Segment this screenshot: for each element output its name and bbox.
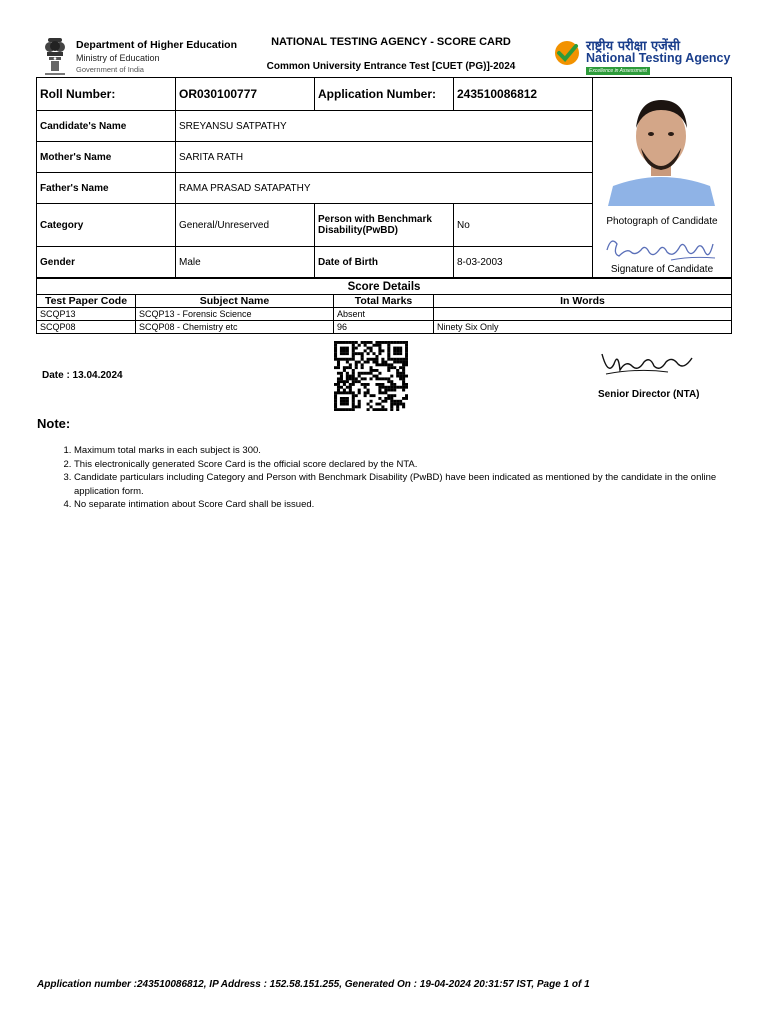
government-name: Government of India bbox=[76, 65, 144, 74]
roll-number-label: Roll Number: bbox=[37, 78, 176, 111]
ministry-name: Ministry of Education bbox=[76, 53, 160, 63]
candidate-signature bbox=[601, 230, 721, 266]
header-test-paper-code: Test Paper Code bbox=[37, 295, 136, 308]
candidate-details-table bbox=[36, 77, 732, 278]
score-row bbox=[37, 308, 732, 321]
department-name: Department of Higher Education bbox=[76, 39, 238, 51]
score-details-table bbox=[36, 278, 732, 334]
candidate-name-value: SREYANSU SATPATHY bbox=[176, 111, 593, 142]
agency-tagline: Excellence in Assessment bbox=[586, 67, 650, 75]
nta-logo-icon bbox=[554, 40, 580, 66]
note-item: 4. No separate intimation about Score Card shall be issued. bbox=[74, 498, 754, 512]
subject-name: SCQP13 - Forensic Science bbox=[136, 308, 334, 321]
page-subtitle: Common University Entrance Test [CUET (PG)]-2024 bbox=[266, 61, 516, 72]
director-signature bbox=[598, 346, 698, 380]
application-number-label: Application Number: bbox=[315, 78, 454, 111]
header-total-marks: Total Marks bbox=[334, 295, 434, 308]
paper-code: SCQP08 bbox=[37, 321, 136, 334]
application-number-value: 243510086812 bbox=[454, 78, 593, 111]
note-list bbox=[56, 444, 754, 512]
photo-signature-cell bbox=[593, 78, 732, 278]
dob-label: Date of Birth bbox=[315, 247, 454, 278]
marks-in-words: Ninety Six Only bbox=[434, 321, 732, 334]
mother-name-label: Mother's Name bbox=[37, 142, 176, 173]
director-title: Senior Director (NTA) bbox=[598, 389, 700, 400]
agency-hindi-name: राष्ट्रीय परीक्षा एजेंसी bbox=[586, 39, 680, 54]
dob-value: 8-03-2003 bbox=[454, 247, 593, 278]
candidate-name-label: Candidate's Name bbox=[37, 111, 176, 142]
gender-value: Male bbox=[176, 247, 315, 278]
total-marks: Absent bbox=[334, 308, 434, 321]
score-details-title: Score Details bbox=[37, 279, 732, 295]
photo-caption: Photograph of Candidate bbox=[606, 216, 718, 227]
note-heading: Note: bbox=[37, 416, 71, 431]
header-subject-name: Subject Name bbox=[136, 295, 334, 308]
mother-name-value: SARITA RATH bbox=[176, 142, 593, 173]
header-in-words: In Words bbox=[434, 295, 732, 308]
father-name-value: RAMA PRASAD SATAPATHY bbox=[176, 173, 593, 204]
paper-code: SCQP13 bbox=[37, 308, 136, 321]
gender-label: Gender bbox=[37, 247, 176, 278]
category-value: General/Unreserved bbox=[176, 204, 315, 247]
pwbd-label: Person with Benchmark Disability(PwBD) bbox=[315, 204, 454, 247]
page-title: NATIONAL TESTING AGENCY - SCORE CARD bbox=[271, 36, 511, 48]
qr-code bbox=[334, 341, 408, 411]
signature-caption: Signature of Candidate bbox=[610, 264, 714, 275]
subject-name: SCQP08 - Chemistry etc bbox=[136, 321, 334, 334]
marks-in-words bbox=[434, 308, 732, 321]
candidate-photo bbox=[603, 88, 720, 206]
roll-number-value: OR030100777 bbox=[176, 78, 315, 111]
note-item: 2. This electronically generated Score Card is the official score declared by the NTA. bbox=[74, 458, 754, 472]
issue-date: Date : 13.04.2024 bbox=[42, 370, 123, 381]
score-row bbox=[37, 321, 732, 334]
category-label: Category bbox=[37, 204, 176, 247]
note-item: 1. Maximum total marks in each subject is 300. bbox=[74, 444, 754, 458]
national-emblem-icon bbox=[42, 36, 68, 78]
footer-info: Application number :243510086812, IP Address : 152.58.151.255, Generated On : 19-04-2024 20:31:57 IST, Page 1 of 1 bbox=[37, 979, 590, 990]
agency-name: National Testing Agency bbox=[586, 51, 731, 65]
father-name-label: Father's Name bbox=[37, 173, 176, 204]
note-item: 3. Candidate particulars including Category and Person with Benchmark Disability (PwBD) have been indicated as mentioned by the candidate in the online application form. bbox=[74, 471, 754, 498]
total-marks: 96 bbox=[334, 321, 434, 334]
pwbd-value: No bbox=[454, 204, 593, 247]
